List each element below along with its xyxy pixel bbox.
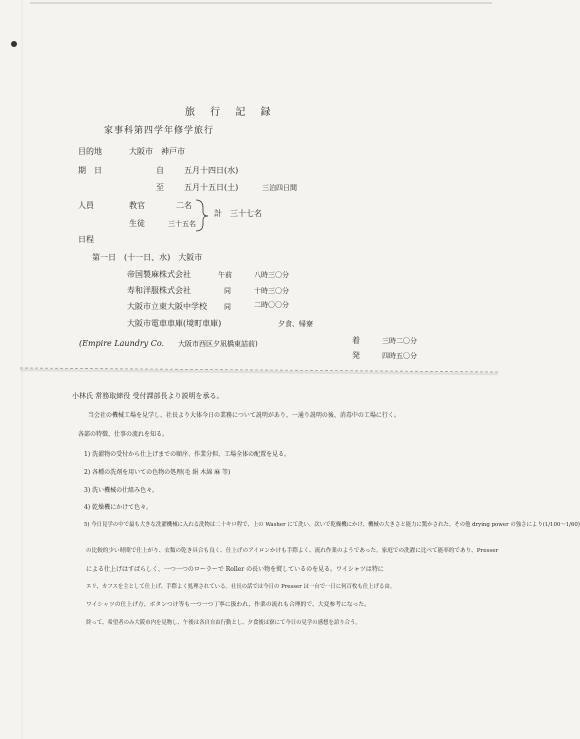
schedule-slot: 午前 [218,271,232,279]
page-title: 旅 行 記 録 [185,107,277,118]
punch-hole-mark [11,41,17,47]
destination-label: 目的地 [78,147,102,156]
trip-duration: 三泊四日間 [262,184,297,192]
body-line: 3) 洗い機械の仕組み色々。 [84,487,159,494]
body-line: の比較的少い時間で仕上がり、衣類の乾き具合も良く、仕上げのアイロンかけも手際よく、流れ作業のようであった。家庭での洗濯に比べて能率的であり、Presser [86,548,499,554]
destination-value: 大阪市 神戸市 [129,147,185,156]
body-line: 終って、希望者のみ大阪市内を見物し、午後は各自自由行動とし、夕食後は寮にて今日の見学の感想を語り合う。 [86,620,361,626]
body-line: 4) 乾燥機にかけて色々。 [84,504,153,511]
schedule-place: 寿和洋服株式会社 [127,286,191,295]
body-line: 2) 各種の洗剤を用いての色物の処理(毛 絹 木綿 麻 等) [84,469,231,476]
body-line: エリ、カフスを主として仕上げ、手際よく処理されている。社長の話では今日の Presser は一台で一日に何百枚も仕上げる由。 [86,584,396,590]
dates-label: 期 日 [78,166,102,175]
laundry-company-name: (Empire Laundry Co. [79,339,165,348]
date-from: 五月十四日(水) [184,166,239,175]
schedule-place: 帝国製麻株式会社 [127,270,191,279]
schedule-slot: 同 [224,287,231,295]
schedule-slot: 同 [224,303,231,311]
students-label: 生徒 [129,219,145,228]
departure-label: 発 [352,351,360,360]
members-total: 計 三十七名 [214,209,262,218]
teachers-label: 教官 [129,201,145,210]
date-from-prefix: 自 [156,166,164,175]
arrival-label: 着 [352,336,360,345]
page-subtitle: 家事科第四学年修学旅行 [104,126,215,136]
date-to: 五月十五日(土) [184,183,239,192]
schedule-time: 二時〇〇分 [254,301,289,309]
body-line: 小林氏 常務取締役 受付課部長より説明を承る。 [72,392,224,400]
body-line: による仕上げはすばらしく、一つ一つのローラーで Roller の長い物を熨しているのを見る。ワイシャツは特に [86,566,384,573]
members-bracket [196,200,208,231]
members-label: 人員 [78,201,94,210]
body-line: ワイシャツの仕上げ方、ボタンつけ等も一つ一つ丁寧に扱われ、作業の流れも合理的で、大変参考になった。 [86,602,370,608]
laundry-company-address: 大阪市西区夕凪橋東詰前) [178,340,258,348]
schedule-time: 十時三〇分 [254,287,289,295]
schedule-note: 夕食、帰寮 [278,320,313,328]
students-count: 三十五名 [168,220,196,228]
departure-time: 四時五〇分 [382,352,417,360]
body-line: 当会社の機械工場を見学し、社長より大体今日の業務について説明があり、一通り説明の後、消毒中の工場に行く。 [88,412,400,419]
schedule-place: 大阪市電車車庫(境町車庫) [127,319,222,328]
schedule-label: 日程 [78,235,94,244]
fold-shadow [20,370,498,374]
schedule-time: 八時三〇分 [254,271,289,279]
teachers-count: 二名 [176,201,192,210]
body-line: 5) 今日見学の中で最も大きな洗濯機械に入れる洗物は二十キロ程で、上の Washer にて洗い、次いで乾燥機にかけ、機械の大きさと能力に驚かされた。その他 drying power の強さにより(1/100〜1/60) [84,522,580,528]
schedule-place: 大阪市立東大阪中学校 [127,302,207,311]
body-line: 1) 洗濯物の受付から仕上げまでの順序、作業分担、工場全体の配置を見る。 [84,451,291,458]
body-line: 各部の特徴、仕事の流れを知る。 [78,431,169,438]
date-to-prefix: 至 [156,183,164,192]
day1-label: 第一日 (十一日、水) 大阪市 [92,253,203,262]
arrival-time: 三時二〇分 [382,337,417,345]
